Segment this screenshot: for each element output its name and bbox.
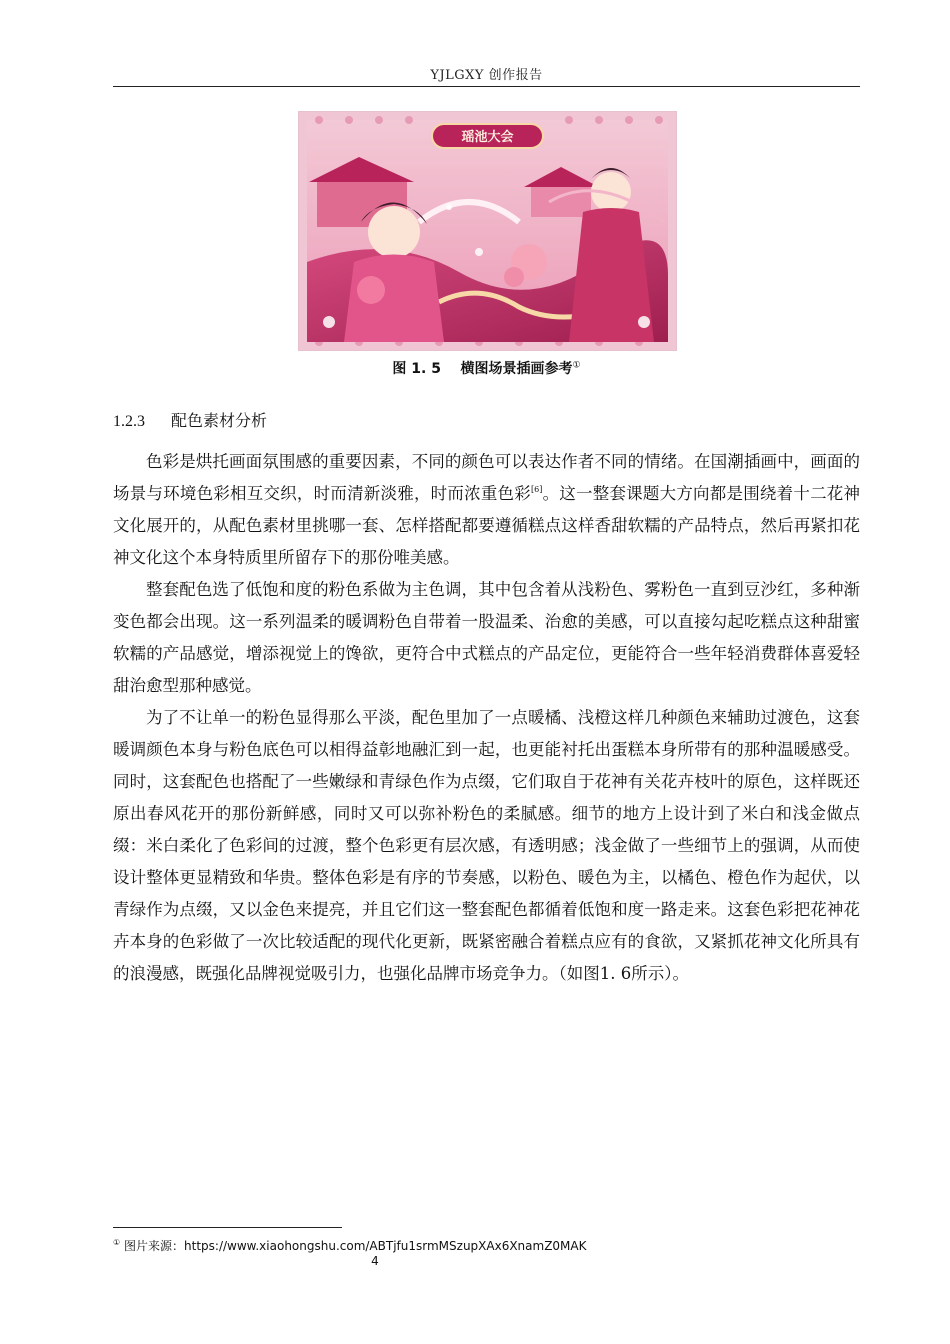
footnote-url[interactable]: https://www.xiaohongshu.com/ABTjfu1srmMSzupXAx6XnamZ0MAK: [184, 1239, 587, 1253]
caption-label: 图 1. 5: [392, 361, 441, 377]
section-title: 配色素材分析: [171, 411, 268, 430]
section-number: 1.2.3: [113, 413, 145, 430]
footnote-label: 图片来源：: [124, 1239, 185, 1253]
header-rule: [113, 86, 860, 87]
figure-caption: [113, 358, 860, 378]
figure-illustration: [298, 111, 677, 351]
footnote: [113, 1237, 860, 1254]
paragraph: 为了不让单一的粉色显得那么平淡，配色里加了一点暖橘、浅橙这样几种颜色来辅助过渡色，这套暖调颜色本身与粉色底色可以相得益彰地融汇到一起，也更能衬托出蛋糕本身所带有的那种温暖感受。同时，这套配色也搭配了一些嫩绿和青绿色作为点缀，它们取自于花神有关花卉枝叶的原色，这样既还原出春风花开的那份新鲜感，同时又可以弥补粉色的柔腻感。细节的地方上设计到了米白和浅金做点缀：米白柔化了色彩间的过渡，整个色彩更有层次感，有透明感；浅金做了一些细节上的强调，从而使设计整体更显精致和华贵。整体色彩是有序的节奏感，以粉色、暖色为主，以橘色、橙色作为起伏，以青绿作为点缀，又以金色来提亮，并且它们这一整套配色都循着低饱和度一路走来。这套色彩把花神花卉本身的色彩做了一次比较适配的现代化更新，既紧密融合着糕点应有的食欲，又紧抓花神文化所具有的浪漫感，既强化品牌视觉吸引力，也强化品牌市场竞争力。（如图1. 6所示）。: [113, 708, 860, 983]
paragraph: 色彩是烘托画面氛围感的重要因素，不同的颜色可以表达作者不同的情绪。在国潮插画中，画面的场景与环境色彩相互交织，时而清新淡雅，时而浓重色彩[6]。这一整套课题大方向都是围绕着十二花神文化展开的，从配色素材里挑哪一套、怎样搭配都要遵循糕点这样香甜软糯的产品特点，然后再紧扣花神文化这个本身特质里所留存下的那份唯美感。: [113, 452, 861, 567]
citation: [6]: [531, 485, 543, 494]
caption-note-mark: ①: [572, 360, 581, 371]
scene-illustration: [299, 112, 676, 350]
caption-text: 横图场景插画参考: [460, 361, 573, 377]
running-header: YJLGXY 创作报告: [430, 68, 543, 83]
banner-text: 瑶池大会: [461, 130, 514, 145]
footnote-rule: [113, 1227, 342, 1228]
body-text: [113, 446, 860, 990]
footnote-mark: ①: [113, 1238, 121, 1247]
peach: [504, 267, 524, 287]
paragraph: 整套配色选了低饱和度的粉色系做为主色调，其中包含着从浅粉色、雾粉色一直到豆沙红，多种渐变色都会出现。这一系列温柔的暖调粉色自带着一股温柔、治愈的美感，可以直接勾起吃糕点这种甜蜜软糯的产品感觉，增添视觉上的馋欲，更符合中式糕点的产品定位，更能符合一些年轻消费群体喜爱轻甜治愈型那种感觉。: [113, 580, 860, 695]
section-heading: [113, 408, 267, 431]
page-number: 4: [371, 1254, 379, 1268]
